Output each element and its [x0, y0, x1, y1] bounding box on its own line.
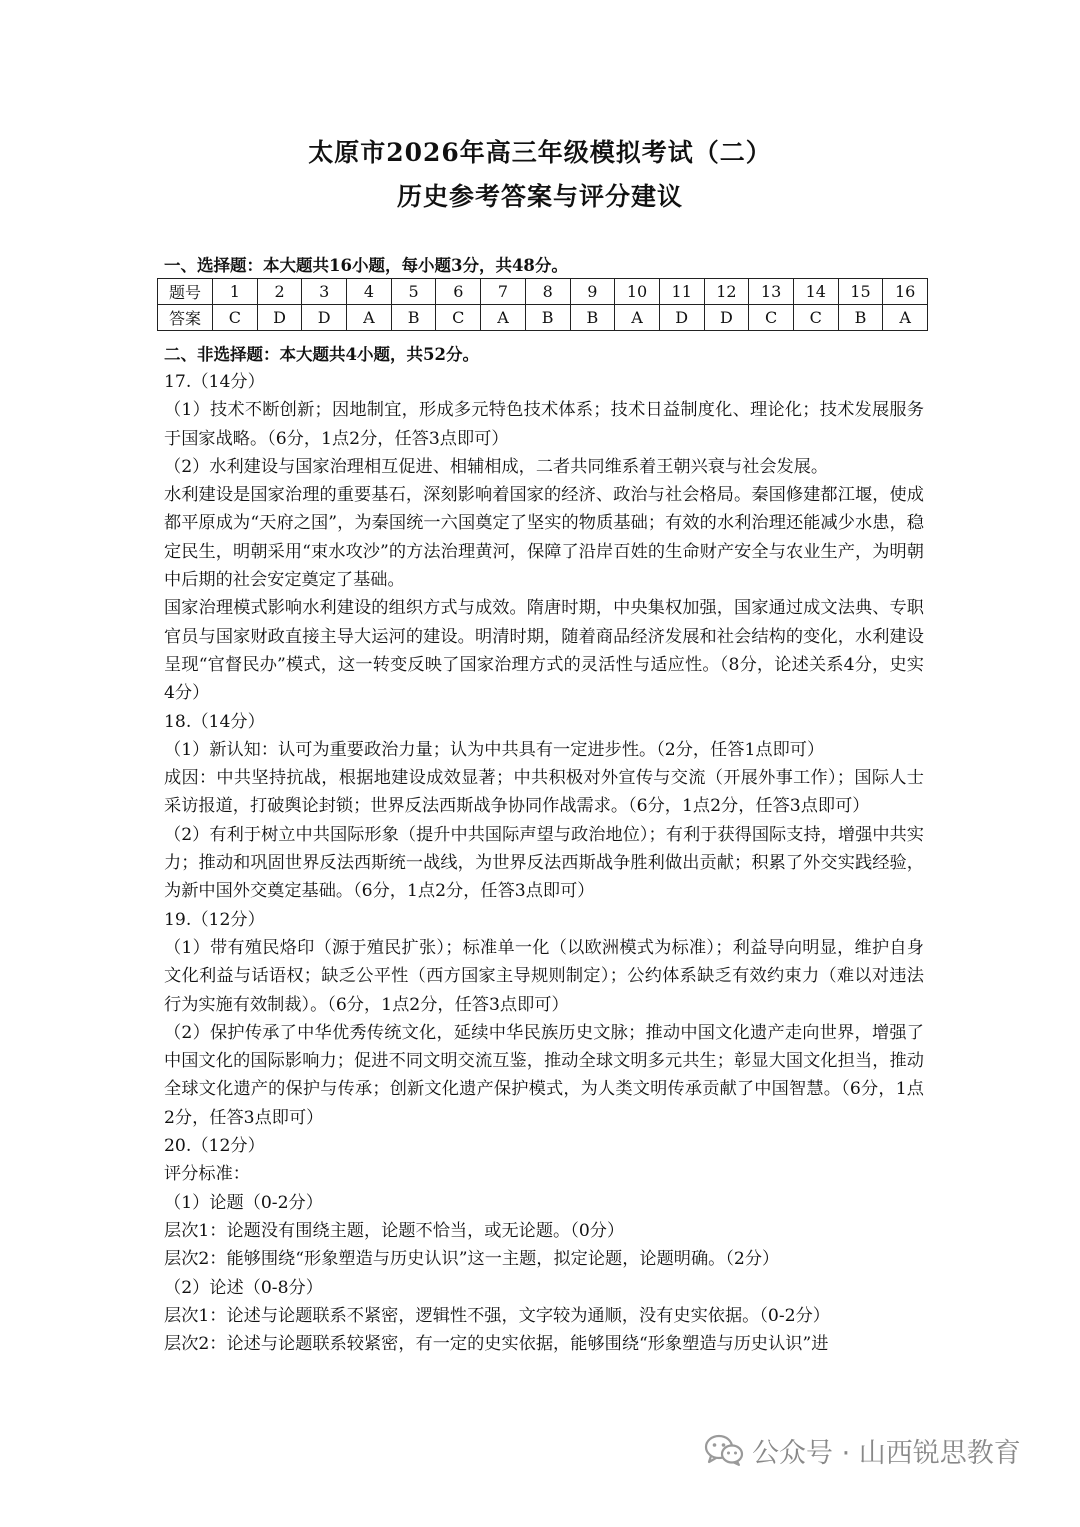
table-cell: D — [257, 305, 302, 331]
answer-paragraph: （1）新认知：认可为重要政治力量；认为中共具有一定进步性。（2分，任答1点即可） — [164, 739, 825, 760]
answer-paragraph: 国家治理模式影响水利建设的组织方式与成效。隋唐时期，中央集权加强，国家通过成文法典、专职官员与国家财政直接主导大运河的建设。明清时期，随着商品经济发展和社会结构的变化，水利建设呈现“官督民办”模式，这一转变反映了国家治理方式的灵活性与适应性。（8分，论述关系4分，史实4分） — [164, 598, 924, 704]
table-cell: D — [302, 305, 347, 331]
document-subtitle: 历史参考答案与评分建议 — [396, 182, 683, 211]
answer-paragraph: 成因：中共坚持抗战，根据地建设成效显著；中共积极对外宣传与交流（开展外事工作）；国际人士采访报道，打破舆论封锁；世界反法西斯战争协同作战需求。（6分，1点2分，任答3点即可） — [164, 768, 924, 817]
table-cell: 1 — [213, 279, 258, 305]
table-cell: 2 — [257, 279, 302, 305]
table-row-question-numbers — [158, 279, 928, 305]
table-cell: D — [659, 305, 704, 331]
answer-paragraph: 层次1：论题没有围绕主题，论题不恰当，或无论题。（0分） — [164, 1220, 625, 1241]
answer-paragraph: （2）论述（0-8分） — [164, 1277, 323, 1298]
table-cell: 9 — [570, 279, 615, 305]
table-cell: A — [481, 305, 526, 331]
question-heading: 18.（14分） — [164, 711, 265, 732]
table-cell: A — [883, 305, 928, 331]
answer-table — [157, 278, 928, 331]
table-cell: 8 — [525, 279, 570, 305]
question-heading: 17.（14分） — [164, 372, 265, 392]
table-cell: A — [347, 305, 392, 331]
answer-paragraph: （1）带有殖民烙印（源于殖民扩张）；标准单一化（以欧洲模式为标准）；利益导向明显，维护自身文化利益与话语权；缺乏公平性（西方国家主导规则制定）；公约体系缺乏有效约束力（难以对违法行为实施有效制裁）。（6分，1点2分，任答3点即可） — [164, 937, 924, 1015]
watermark-text: 公众号 · 山西锐思教育 — [752, 1437, 1021, 1469]
answer-paragraph: 层次2：能够围绕“形象塑造与历史认识”这一主题，拟定论题，论题明确。（2分） — [164, 1249, 780, 1270]
section-heading-multiple-choice: 一、选择题：本大题共16小题，每小题3分，共48分。 — [164, 256, 568, 275]
answer-paragraph: 层次2：论述与论题联系较紧密，有一定的史实依据，能够围绕“形象塑造与历史认识”进 — [164, 1334, 829, 1355]
table-cell: 5 — [391, 279, 436, 305]
answer-paragraph: 评分标准： — [164, 1164, 250, 1185]
table-row-label: 题号 — [158, 279, 213, 305]
table-cell: 12 — [704, 279, 749, 305]
table-cell: D — [704, 305, 749, 331]
table-cell: B — [838, 305, 883, 331]
table-cell: B — [570, 305, 615, 331]
table-cell: 11 — [659, 279, 704, 305]
answer-paragraph: （2）有利于树立中共国际形象（提升中共国际声望与政治地位）；有利于获得国际支持，增强中共实力；推动和巩固世界反法西斯统一战线，为世界反法西斯战争胜利做出贡献；积累了外交实践经验，为新中国外交奠定基础。（6分，1点2分，任答3点即可） — [164, 824, 924, 902]
watermark — [704, 1432, 1021, 1468]
table-cell: A — [615, 305, 660, 331]
table-cell: 4 — [347, 279, 392, 305]
answer-paragraph: （2）水利建设与国家治理相互促进、相辅相成，二者共同维系着王朝兴衰与社会发展。 — [164, 456, 829, 477]
table-cell: B — [525, 305, 570, 331]
answer-paragraph: 水利建设是国家治理的重要基石，深刻影响着国家的经济、政治与社会格局。秦国修建都江堰，使成都平原成为“天府之国”，为秦国统一六国奠定了坚实的物质基础；有效的水利治理还能减少水患，稳定民生，明朝采用“束水攻沙”的方法治理黄河，保障了沿岸百姓的生命财产安全与农业生产，为明朝中后期的社会安定奠定了基础。 — [164, 485, 924, 591]
table-cell: 14 — [793, 279, 838, 305]
section-heading-non-multiple-choice: 二、非选择题：本大题共4小题，共52分。 — [164, 345, 479, 364]
table-cell: 6 — [436, 279, 481, 305]
table-cell: C — [213, 305, 258, 331]
table-cell: C — [749, 305, 794, 331]
table-cell: 15 — [838, 279, 883, 305]
table-cell: 13 — [749, 279, 794, 305]
wechat-icon — [704, 1433, 744, 1467]
table-row-label: 答案 — [158, 305, 213, 331]
table-cell: 3 — [302, 279, 347, 305]
table-cell: 7 — [481, 279, 526, 305]
answer-paragraph: （2）保护传承了中华优秀传统文化，延续中华民族历史文脉；推动中国文化遗产走向世界，增强了中国文化的国际影响力；促进不同文明交流互鉴，推动全球文明多元共生；彰显大国文化担当，推动全球文化遗产的保护与传承；创新文化遗产保护模式，为人类文明传承贡献了中国智慧。（6分，1点2分，任答3点即可） — [164, 1022, 924, 1128]
table-cell: C — [793, 305, 838, 331]
answer-paragraph: （1）技术不断创新；因地制宜，形成多元特色技术体系；技术日益制度化、理论化；技术发展服务于国家战略。（6分，1点2分，任答3点即可） — [164, 400, 924, 449]
table-row-answers — [158, 305, 928, 331]
table-cell: 16 — [883, 279, 928, 305]
table-cell: C — [436, 305, 481, 331]
answer-paragraph: 层次1：论述与论题联系不紧密，逻辑性不强，文字较为通顺，没有史实依据。（0-2分） — [164, 1305, 830, 1326]
table-cell: B — [391, 305, 436, 331]
document-title: 太原市2026年高三年级模拟考试（二） — [308, 138, 772, 167]
answer-paragraph: （1）论题（0-2分） — [164, 1192, 323, 1213]
answer-body — [164, 368, 924, 1358]
question-heading: 20.（12分） — [164, 1136, 265, 1157]
table-cell: 10 — [615, 279, 660, 305]
question-heading: 19.（12分） — [164, 909, 265, 930]
